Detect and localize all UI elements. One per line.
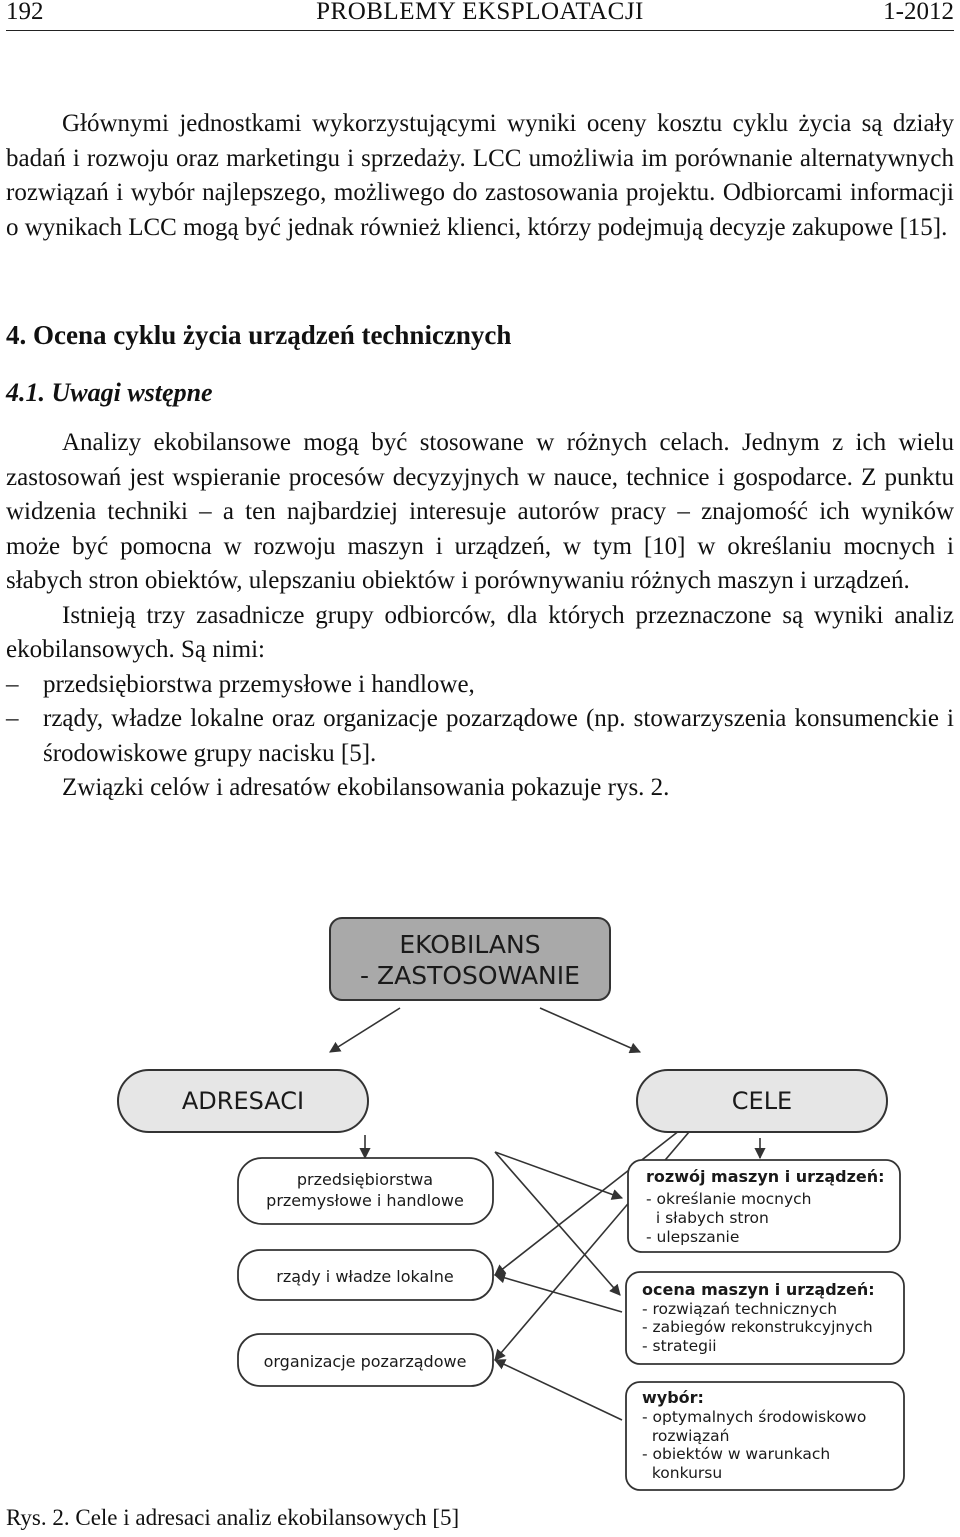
goal-box-1-line-1: - określanie mocnych	[646, 1190, 812, 1208]
goal-box-3-line-3: - obiektów w warunkach	[642, 1445, 831, 1463]
connector-cross-6	[495, 1360, 622, 1420]
figure-caption: Rys. 2. Cele i adresaci analiz ekobilansowych [5]	[6, 1505, 460, 1530]
addressee-box-3-line-1: organizacje pozarządowe	[263, 1352, 467, 1371]
list-dash: –	[6, 705, 19, 732]
body-text-block	[6, 426, 954, 806]
paragraph-lcc-recipients: Głównymi jednostkami wykorzystującymi wyniki oceny kosztu cyklu życia są działy badań i rozwoju oraz marketingu i sprzedaży. LCC umożliwia im porównanie alternatywnych rozwiązań i wybór najlepszego, możliwego do zastosowania projektu. Odbiorcami informacji o wynikach LCC mogą być jednak również klienci, którzy podejmują decyzje zakupowe [15].	[6, 110, 954, 241]
issue-number: 1-2012	[883, 0, 954, 25]
goal-box-3-line-1: - optymalnych środowiskowo	[642, 1408, 867, 1426]
goal-box-1	[628, 1160, 900, 1252]
top-box-line-1: EKOBILANS	[399, 930, 541, 959]
goal-box-1-line-3: - ulepszanie	[646, 1228, 740, 1246]
list-item-text: przedsiębiorstwa przemysłowe i handlowe,	[43, 670, 475, 698]
paragraph-recipient-groups: Istnieją trzy zasadnicze grupy odbiorców, dla których przeznaczone są wyniki analiz ekobilansowych. Są nimi:	[6, 601, 954, 663]
header-addressees-label: ADRESACI	[181, 1087, 305, 1115]
addressee-box-2	[238, 1250, 493, 1300]
connector-cross-2	[495, 1152, 620, 1295]
list-item-text: rządy, władze lokalne oraz organizacje pozarządowe (np. stowarzyszenia konsumenckie i środowiskowe grupy nacisku [5].	[43, 705, 954, 767]
header-goals	[637, 1070, 887, 1132]
addressee-box-3	[238, 1334, 493, 1386]
journal-title: PROBLEMY EKSPLOATACJI	[316, 0, 644, 25]
addressee-box-1-line-1: przedsiębiorstwa	[296, 1170, 434, 1189]
list-item	[6, 702, 954, 771]
subsection-heading: 4.1. Uwagi wstępne	[6, 378, 213, 407]
section-heading: 4. Ocena cyklu życia urządzeń technicznych	[6, 320, 512, 350]
goal-box-3-line-4: konkursu	[642, 1464, 723, 1482]
goal-box-1-line-2: i słabych stron	[646, 1209, 769, 1227]
addressee-box-2-line-1: rządy i władze lokalne	[276, 1267, 454, 1286]
connector-right	[540, 1008, 640, 1052]
goal-box-3	[626, 1382, 904, 1490]
paragraph-ecobalance-uses: Analizy ekobilansowe mogą być stosowane w różnych celach. Jednym z ich wielu zastosowań jest wspieranie procesów decyzyjnych w nauce, technice i gospodarce. Z punktu widzenia techniki – a ten najbardziej interesuje autorów pracy – znajomość ich wyników może być pomocna w rozwoju maszyn i urządzeń, w tym [10] w określaniu mocnych i słabych stron obiektów, ulepszaniu obiektów i porównywaniu różnych maszyn i urządzeń.	[6, 429, 954, 594]
list-item	[6, 668, 954, 703]
goal-box-3-title: wybór:	[642, 1388, 704, 1407]
paragraph-figure-reference: Związki celów i adresatów ekobilansowania pokazuje rys. 2.	[62, 774, 670, 801]
recipient-list	[6, 668, 954, 772]
running-head	[6, 0, 954, 31]
goal-box-2	[626, 1272, 904, 1364]
ecobalance-diagram	[0, 880, 960, 1495]
top-box-line-2: - ZASTOSOWANIE	[360, 961, 580, 990]
connector-cross-5	[495, 1275, 622, 1312]
goal-box-3-line-2: rozwiązań	[642, 1427, 730, 1445]
addressee-box-1	[238, 1158, 493, 1224]
addressee-box-1-line-2: przemysłowe i handlowe	[266, 1191, 464, 1210]
list-dash: –	[6, 670, 19, 698]
intro-paragraph-block	[6, 107, 954, 245]
connector-left	[330, 1008, 400, 1052]
goal-box-1-title: rozwój maszyn i urządzeń:	[646, 1167, 885, 1186]
header-addressees	[118, 1070, 368, 1132]
goal-box-2-title: ocena maszyn i urządzeń:	[642, 1280, 875, 1299]
goal-box-2-line-1: - rozwiązań technicznych	[642, 1300, 838, 1318]
goal-box-2-line-2: - zabiegów rekonstrukcyjnych	[642, 1318, 873, 1336]
page-number: 192	[6, 0, 44, 25]
goal-box-2-line-3: - strategii	[642, 1337, 717, 1355]
top-box	[330, 918, 610, 1000]
header-goals-label: CELE	[731, 1087, 793, 1115]
